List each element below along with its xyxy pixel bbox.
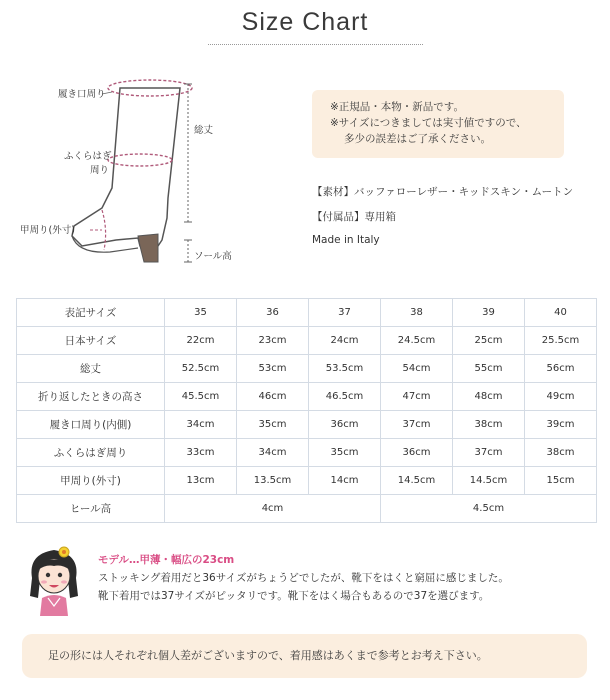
heel-row bbox=[17, 495, 597, 523]
model-heading: モデル…甲薄・幅広の23cm bbox=[98, 554, 235, 566]
heel-value-small: 4cm bbox=[165, 495, 381, 523]
note-line-1: ※正規品・本物・新品です。 bbox=[330, 101, 464, 113]
table-row bbox=[17, 439, 597, 467]
table-cell: 52.5cm bbox=[165, 355, 237, 383]
page-title: Size Chart bbox=[241, 8, 369, 36]
label-instep: 甲周り(外寸) bbox=[20, 225, 75, 236]
size-header-cell: 37 bbox=[309, 299, 381, 327]
table-cell: 14.5cm bbox=[381, 467, 453, 495]
row-label: ヒール高 bbox=[17, 495, 165, 523]
table-header-row bbox=[17, 299, 597, 327]
label-top-opening: 履き口周り bbox=[58, 89, 106, 100]
table-cell: 36cm bbox=[309, 411, 381, 439]
table-row bbox=[17, 327, 597, 355]
table-cell: 25cm bbox=[453, 327, 525, 355]
table-cell: 46.5cm bbox=[309, 383, 381, 411]
table-cell: 14cm bbox=[309, 467, 381, 495]
table-cell: 24.5cm bbox=[381, 327, 453, 355]
table-cell: 47cm bbox=[381, 383, 453, 411]
table-cell: 37cm bbox=[381, 411, 453, 439]
label-calf-line2: 周り bbox=[90, 165, 110, 176]
table-cell: 35cm bbox=[309, 439, 381, 467]
avatar-illustration bbox=[22, 540, 86, 616]
label-sole-height: ソール高 bbox=[194, 251, 232, 262]
model-avatar bbox=[22, 540, 86, 616]
heel-value-large: 4.5cm bbox=[381, 495, 597, 523]
table-cell: 49cm bbox=[525, 383, 597, 411]
table-cell: 56cm bbox=[525, 355, 597, 383]
fit-disclaimer: 足の形には人それぞれ個人差がございますので、着用感はあくまで参考とお考え下さい。 bbox=[22, 634, 587, 678]
table-row bbox=[17, 383, 597, 411]
header-label: 表記サイズ bbox=[17, 299, 165, 327]
table-row bbox=[17, 411, 597, 439]
label-total-height: 総丈 bbox=[194, 125, 214, 136]
boot-illustration bbox=[20, 68, 250, 278]
table-cell: 55cm bbox=[453, 355, 525, 383]
table-cell: 13.5cm bbox=[237, 467, 309, 495]
table-cell: 39cm bbox=[525, 411, 597, 439]
size-header-cell: 35 bbox=[165, 299, 237, 327]
row-label: 日本サイズ bbox=[17, 327, 165, 355]
table-cell: 53cm bbox=[237, 355, 309, 383]
table-cell: 14.5cm bbox=[453, 467, 525, 495]
table-cell: 37cm bbox=[453, 439, 525, 467]
size-header-cell: 39 bbox=[453, 299, 525, 327]
row-label: 折り返したときの高さ bbox=[17, 383, 165, 411]
table-cell: 46cm bbox=[237, 383, 309, 411]
size-header-cell: 40 bbox=[525, 299, 597, 327]
material-text: 【素材】バッファローレザー・キッドスキン・ムートン bbox=[312, 186, 574, 198]
table-cell: 48cm bbox=[453, 383, 525, 411]
title-divider bbox=[208, 44, 423, 45]
origin-text: Made in Italy bbox=[312, 234, 380, 246]
table-cell: 45.5cm bbox=[165, 383, 237, 411]
table-cell: 53.5cm bbox=[309, 355, 381, 383]
table-cell: 54cm bbox=[381, 355, 453, 383]
note-line-3: 多少の誤差はご了承ください。 bbox=[344, 133, 491, 145]
table-cell: 36cm bbox=[381, 439, 453, 467]
table-cell: 13cm bbox=[165, 467, 237, 495]
table-row bbox=[17, 355, 597, 383]
table-cell: 35cm bbox=[237, 411, 309, 439]
accessory-text: 【付属品】専用箱 bbox=[312, 211, 396, 223]
row-label: 履き口周り(内側) bbox=[17, 411, 165, 439]
table-cell: 24cm bbox=[309, 327, 381, 355]
model-comment-line1: ストッキング着用だと36サイズがちょうどでしたが、靴下をはくと窮屈に感じました。 bbox=[98, 572, 509, 584]
label-calf-line1: ふくらはぎ bbox=[64, 151, 112, 162]
row-label: 総丈 bbox=[17, 355, 165, 383]
boot-diagram bbox=[20, 68, 250, 278]
size-table bbox=[16, 298, 597, 523]
table-cell: 34cm bbox=[165, 411, 237, 439]
row-label: 甲周り(外寸) bbox=[17, 467, 165, 495]
table-cell: 34cm bbox=[237, 439, 309, 467]
row-label: ふくらはぎ周り bbox=[17, 439, 165, 467]
size-header-cell: 36 bbox=[237, 299, 309, 327]
size-header-cell: 38 bbox=[381, 299, 453, 327]
authenticity-note bbox=[312, 90, 564, 158]
table-cell: 33cm bbox=[165, 439, 237, 467]
table-cell: 22cm bbox=[165, 327, 237, 355]
table-cell: 15cm bbox=[525, 467, 597, 495]
table-cell: 25.5cm bbox=[525, 327, 597, 355]
model-comment-line2: 靴下着用では37サイズがピッタリです。靴下をはく場合もあるので37を選びます。 bbox=[98, 590, 490, 602]
table-cell: 38cm bbox=[525, 439, 597, 467]
table-row bbox=[17, 467, 597, 495]
note-line-2: ※サイズにつきましては実寸値ですので、 bbox=[330, 117, 527, 129]
table-cell: 38cm bbox=[453, 411, 525, 439]
table-cell: 23cm bbox=[237, 327, 309, 355]
